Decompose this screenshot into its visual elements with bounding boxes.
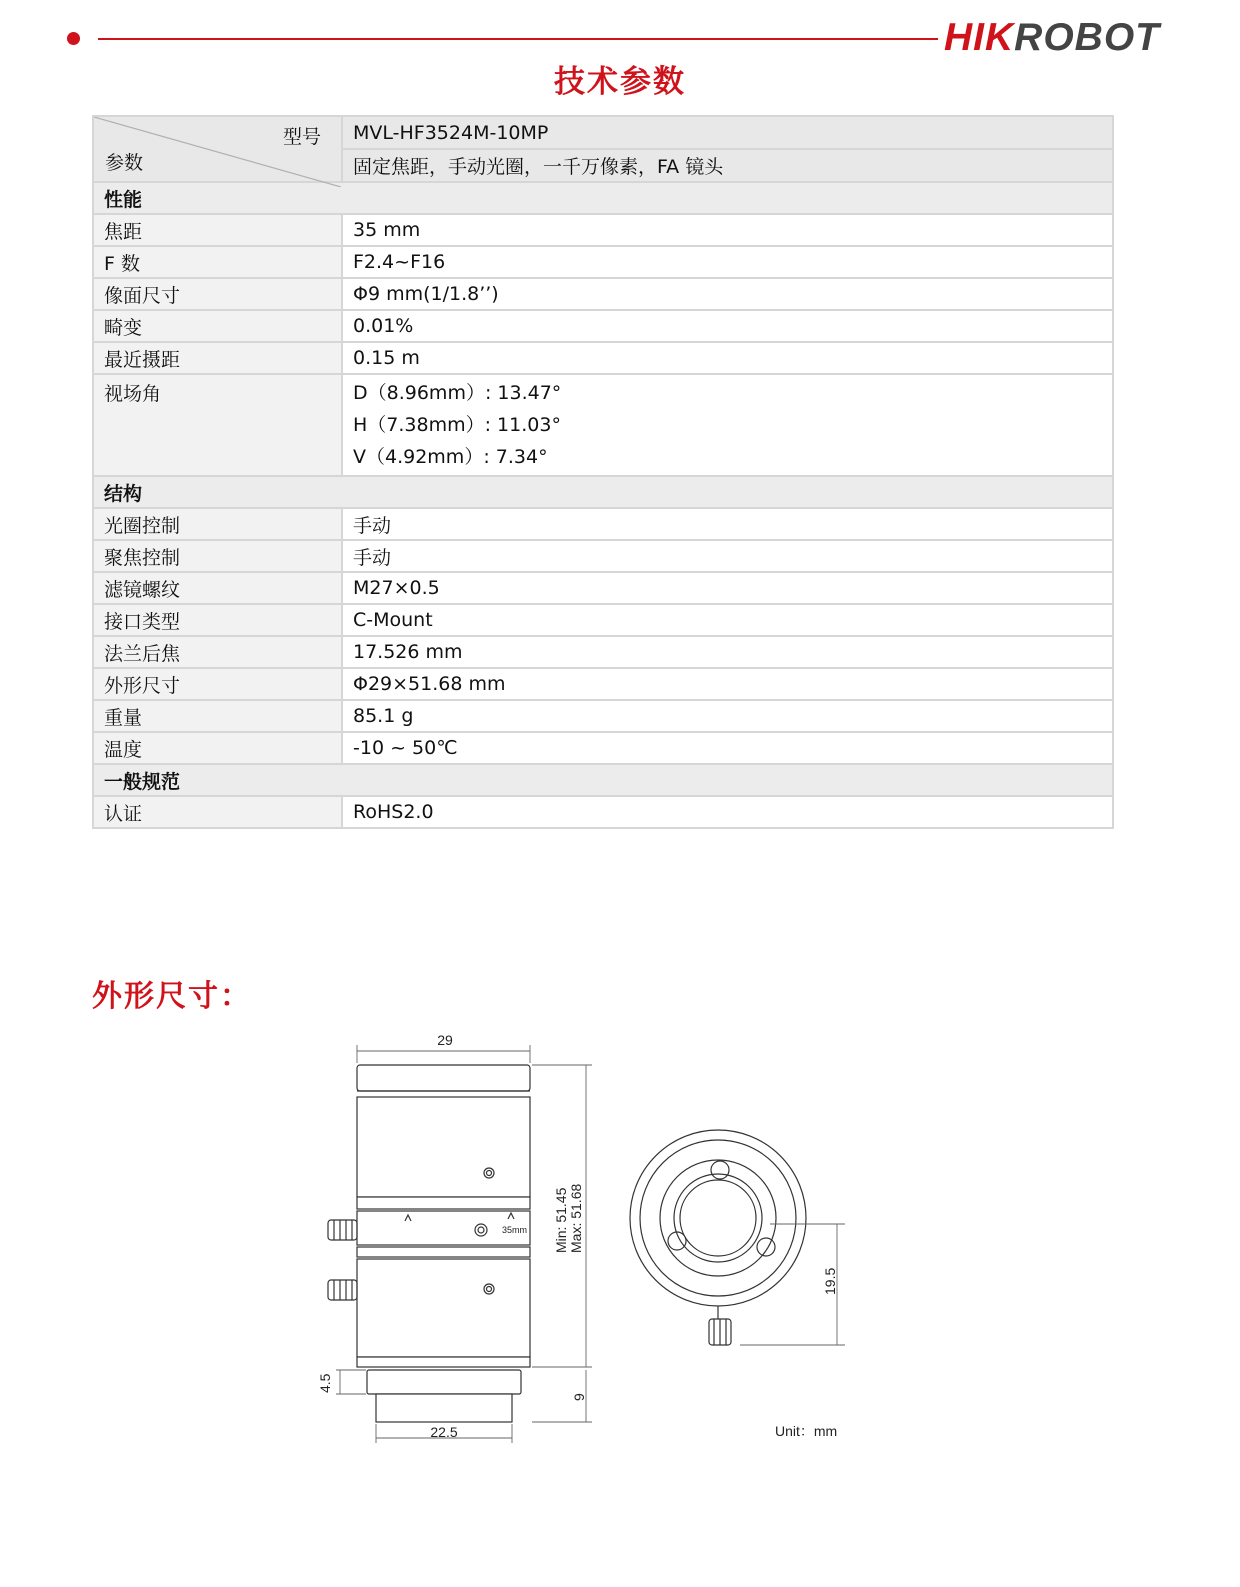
- row-value: -10 ~ 50℃: [342, 732, 1113, 764]
- row-key: 滤镜螺纹: [93, 572, 342, 604]
- row-value: Φ29×51.68 mm: [342, 668, 1113, 700]
- table-row-fov: [93, 374, 1113, 476]
- param-label: 参数: [105, 152, 144, 174]
- model-label: 型号: [282, 126, 321, 148]
- row-value: 手动: [342, 508, 1113, 540]
- brand-logo: [944, 16, 1160, 60]
- table-row: [93, 604, 1113, 636]
- section-title-performance: 性能: [93, 182, 1113, 214]
- row-key: 外形尺寸: [93, 668, 342, 700]
- table-row: [93, 572, 1113, 604]
- table-row: [93, 732, 1113, 764]
- row-key: 温度: [93, 732, 342, 764]
- row-value: C-Mount: [342, 604, 1113, 636]
- unit-label: Unit：mm: [775, 1423, 838, 1439]
- row-value: 17.526 mm: [342, 636, 1113, 668]
- row-key: 接口类型: [93, 604, 342, 636]
- row-value: 0.15 m: [342, 342, 1113, 374]
- dim-thread-diameter: 22.5: [430, 1424, 458, 1440]
- table-row: [93, 342, 1113, 374]
- row-key: F 数: [93, 246, 342, 278]
- dim-width-top: 29: [437, 1032, 453, 1048]
- section-title-general: 一般规范: [93, 764, 1113, 796]
- fov-values: [342, 374, 1113, 476]
- table-row: [93, 508, 1113, 540]
- table-row: [93, 636, 1113, 668]
- logo-hik: HIK: [944, 16, 1015, 59]
- table-row: [93, 796, 1113, 828]
- dim-max-length: Max: 51.68: [568, 1183, 584, 1253]
- dimensions-title: 外形尺寸：: [92, 979, 252, 1014]
- table-row: [93, 214, 1113, 246]
- row-value: 85.1 g: [342, 700, 1113, 732]
- row-value: 0.01%: [342, 310, 1113, 342]
- row-key: 焦距: [93, 214, 342, 246]
- fov-key: 视场角: [93, 374, 342, 476]
- lens-front-view: [630, 1130, 806, 1345]
- row-key: 光圈控制: [93, 508, 342, 540]
- row-key: 重量: [93, 700, 342, 732]
- row-value: F2.4~F16: [342, 246, 1113, 278]
- table-row: [93, 310, 1113, 342]
- row-key: 像面尺寸: [93, 278, 342, 310]
- dim-thread-length: 9: [571, 1393, 587, 1401]
- table-row: [93, 246, 1113, 278]
- row-key: 最近摄距: [93, 342, 342, 374]
- row-key: 畸变: [93, 310, 342, 342]
- fov-line-d: D（8.96mm）: 13.47°: [353, 382, 562, 404]
- focus-mark-label: 35mm: [502, 1225, 528, 1235]
- table-row: [93, 700, 1113, 732]
- dimension-drawing: [300, 1025, 860, 1455]
- dim-screw-offset: 19.5: [822, 1267, 838, 1295]
- table-row: [93, 278, 1113, 310]
- logo-robot: ROBOT: [1014, 16, 1160, 59]
- row-value: 手动: [342, 540, 1113, 572]
- model-value: MVL-HF3524M-10MP: [342, 116, 1113, 149]
- row-key: 法兰后焦: [93, 636, 342, 668]
- dim-min-length: Min: 51.45: [553, 1187, 569, 1253]
- lens-side-view: [328, 1065, 530, 1422]
- model-description: 固定焦距，手动光圈，一千万像素，FA 镜头: [342, 149, 1113, 182]
- dim-mount-length: 4.5: [317, 1373, 333, 1393]
- header-rule: [98, 38, 938, 40]
- row-key: 认证: [93, 796, 342, 828]
- spec-table: [92, 115, 1114, 829]
- row-key: 聚焦控制: [93, 540, 342, 572]
- header-corner-cell: [93, 116, 342, 182]
- table-row: [93, 540, 1113, 572]
- section-title-structure: 结构: [93, 476, 1113, 508]
- row-value: RoHS2.0: [342, 796, 1113, 828]
- row-value: 35 mm: [342, 214, 1113, 246]
- row-value: M27×0.5: [342, 572, 1113, 604]
- page-title: 技术参数: [554, 64, 686, 100]
- fov-line-h: H（7.38mm）: 11.03°: [353, 414, 561, 436]
- header-dot: [67, 32, 80, 45]
- fov-line-v: V（4.92mm）: 7.34°: [353, 446, 548, 468]
- table-row: [93, 668, 1113, 700]
- row-value: Φ9 mm(1/1.8’’): [342, 278, 1113, 310]
